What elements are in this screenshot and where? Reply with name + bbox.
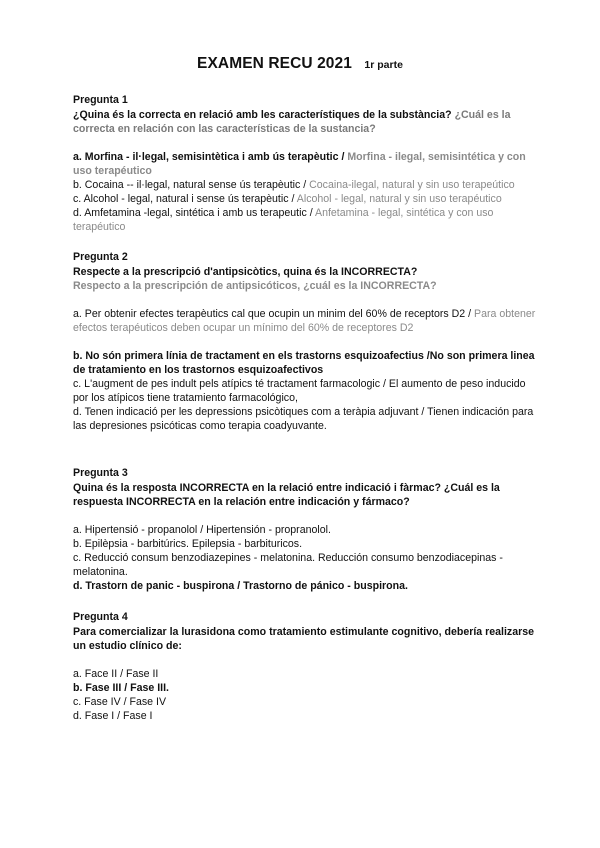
option-d: d. Trastorn de panic - buspirona / Trastorno de pánico - buspirona. [73, 580, 408, 592]
question-statement: Para comercializar la lurasidona como tratamiento estimulante cognitivo, debería realizarse un estudio clínico de: [73, 626, 534, 652]
option-a: a. Per obtenir efectes terapèutics cal que ocupin un minim del 60% de receptors D2 / Para obtener efectos terapéuticos deben ocupar un mínimo del 60% de receptores D2 [73, 308, 536, 334]
question-label: Pregunta 4 [73, 611, 128, 623]
statement-ca: Respecte a la prescripció d'antipsicòtics, quina és la INCORRECTA? [73, 266, 418, 278]
option-c: c. Fase IV / Fase IV [73, 696, 167, 708]
exam-title: EXAMEN RECU 2021 [197, 55, 352, 72]
option-b: b. Epilèpsia - barbitúrics. Epilepsia - barbituricos. [73, 538, 303, 550]
option-b: b. No són primera línia de tractament en els trastorns esquizoafectius /No son primera linea de tratamiento en los trastornos esquizoafectivos [73, 350, 535, 376]
question-2 [73, 250, 543, 433]
option-a: a. Hipertensió - propanolol / Hipertensión - propranolol. [73, 524, 331, 536]
question-statement [73, 108, 543, 136]
option-d: d. Tenen indicació per les depressions psicòtiques com a teràpia adjuvant / Tienen indicación para las depresiones psicóticas como terapia coadyuvante. [73, 406, 534, 432]
statement-es: ¿Cuál es la correcta en relación con las características de la sustancia? [73, 109, 511, 135]
option-c: c. L'augment de pes indult pels atípics té tractament farmacologic / El aumento de peso inducido por los atípicos tiene tratamiento farmacológico, [73, 378, 526, 404]
question-label: Pregunta 2 [73, 251, 128, 263]
option-a: a. Face II / Fase II [73, 668, 159, 680]
exam-header [0, 55, 600, 73]
option-c: c. Reducció consum benzodiazepines - melatonina. Reducción consumo benzodiacepinas - melatonina. [73, 552, 503, 578]
option-c: c. Alcohol - legal, natural i sense ús terapèutic / Alcohol - legal, natural y sin uso terapéutico [73, 193, 502, 205]
question-label: Pregunta 3 [73, 467, 128, 479]
question-statement: Quina és la resposta INCORRECTA en la relació entre indicació i fàrmac? ¿Cuál es la respuesta INCORRECTA en la relación entre indicación y fármaco? [73, 482, 500, 508]
statement-es: Respecto a la prescripción de antipsicóticos, ¿cuál es la INCORRECTA? [73, 280, 437, 292]
option-a: a. Morfina - il·legal, semisintètica i amb ús terapèutic / Morfina - ilegal, semisintética y con uso terapéutico [73, 151, 526, 177]
question-label: Pregunta 1 [73, 94, 128, 106]
statement-ca: ¿Quina és la correcta en relació amb les característiques de la substància? [73, 109, 452, 121]
option-d: d. Fase I / Fase I [73, 710, 153, 722]
option-b: b. Fase III / Fase III. [73, 682, 169, 694]
question-3 [73, 466, 543, 593]
option-d: d. Amfetamina -legal, sintética i amb us terapeutic / Anfetamina - legal, sintética y con uso terapéutico [73, 207, 494, 233]
exam-subtitle: 1r parte [364, 59, 403, 71]
question-1 [73, 93, 543, 234]
question-4 [73, 610, 543, 723]
option-b: b. Cocaina -- il·legal, natural sense ús terapèutic / Cocaina-ilegal, natural y sin uso terapeútico [73, 179, 515, 191]
